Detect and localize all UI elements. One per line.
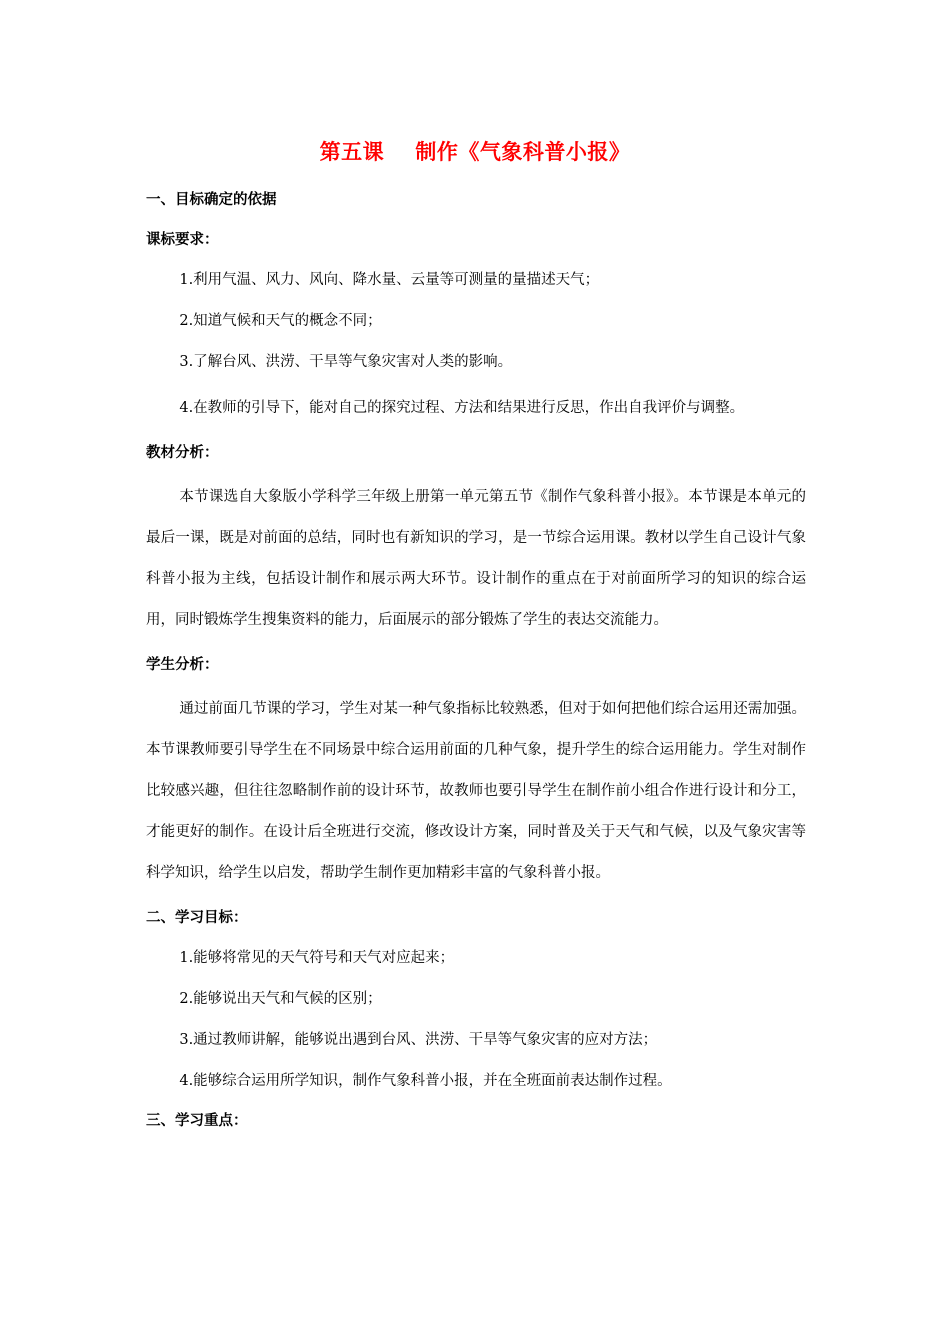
curriculum-item: 1.利用气温、风力、风向、降水量、云量等可测量的量描述天气； xyxy=(179,272,600,288)
students-analysis-text: 通过前面几节课的学习，学生对某一种气象指标比较熟悉，但对于如何把他们综合运用还需加强。本节课教师要引导学生在不同场景中综合运用前面的几种气象，提升学生的综合运用能力。学生对制作比较感兴趣，但往往忽略制作前的设计环节，故教师也要引导学生在制作前小组合作进行设计和分工，才能更好的制作。在设计后全班进行交流，修改设计方案，同时普及关于天气和气候，以及气象灾害等科学知识，给学生以启发，帮助学生制作更加精彩丰富的气象科普小报。 xyxy=(146,701,806,881)
document-body xyxy=(146,186,806,1135)
section-heading-basis: 一、目标确定的依据 xyxy=(146,192,277,208)
page-title: 第五课 制作《气象科普小报》 xyxy=(319,139,631,164)
objective-item: 4.能够综合运用所学知识，制作气象科普小报，并在全班面前表达制作过程。 xyxy=(179,1073,672,1089)
textbook-heading: 教材分析： xyxy=(146,445,219,461)
curriculum-item: 4.在教师的引导下，能对自己的探究过程、方法和结果进行反思，作出自我评价与调整。 xyxy=(179,400,745,416)
students-heading: 学生分析： xyxy=(146,657,219,673)
objective-item: 2.能够说出天气和气候的区别； xyxy=(179,991,382,1007)
section-heading-keypoints: 三、学习重点： xyxy=(146,1113,248,1129)
curriculum-heading: 课标要求： xyxy=(146,232,219,248)
curriculum-item: 3.了解台风、洪涝、干旱等气象灾害对人类的影响。 xyxy=(179,354,513,370)
textbook-analysis-text: 本节课选自大象版小学科学三年级上册第一单元第五节《制作气象科普小报》。本节课是本单元的最后一课，既是对前面的总结，同时也有新知识的学习，是一节综合运用课。教材以学生自己设计气象科普小报为主线，包括设计制作和展示两大环节。设计制作的重点在于对前面所学习的知识的综合运用，同时锻炼学生搜集资料的能力，后面展示的部分锻炼了学生的表达交流能力。 xyxy=(146,489,806,628)
curriculum-item: 2.知道气候和天气的概念不同； xyxy=(179,313,382,329)
objective-item: 1.能够将常见的天气符号和天气对应起来； xyxy=(179,950,455,966)
objective-item: 3.通过教师讲解，能够说出遇到台风、洪涝、干旱等气象灾害的应对方法； xyxy=(179,1032,658,1048)
section-heading-objectives: 二、学习目标： xyxy=(146,910,248,926)
